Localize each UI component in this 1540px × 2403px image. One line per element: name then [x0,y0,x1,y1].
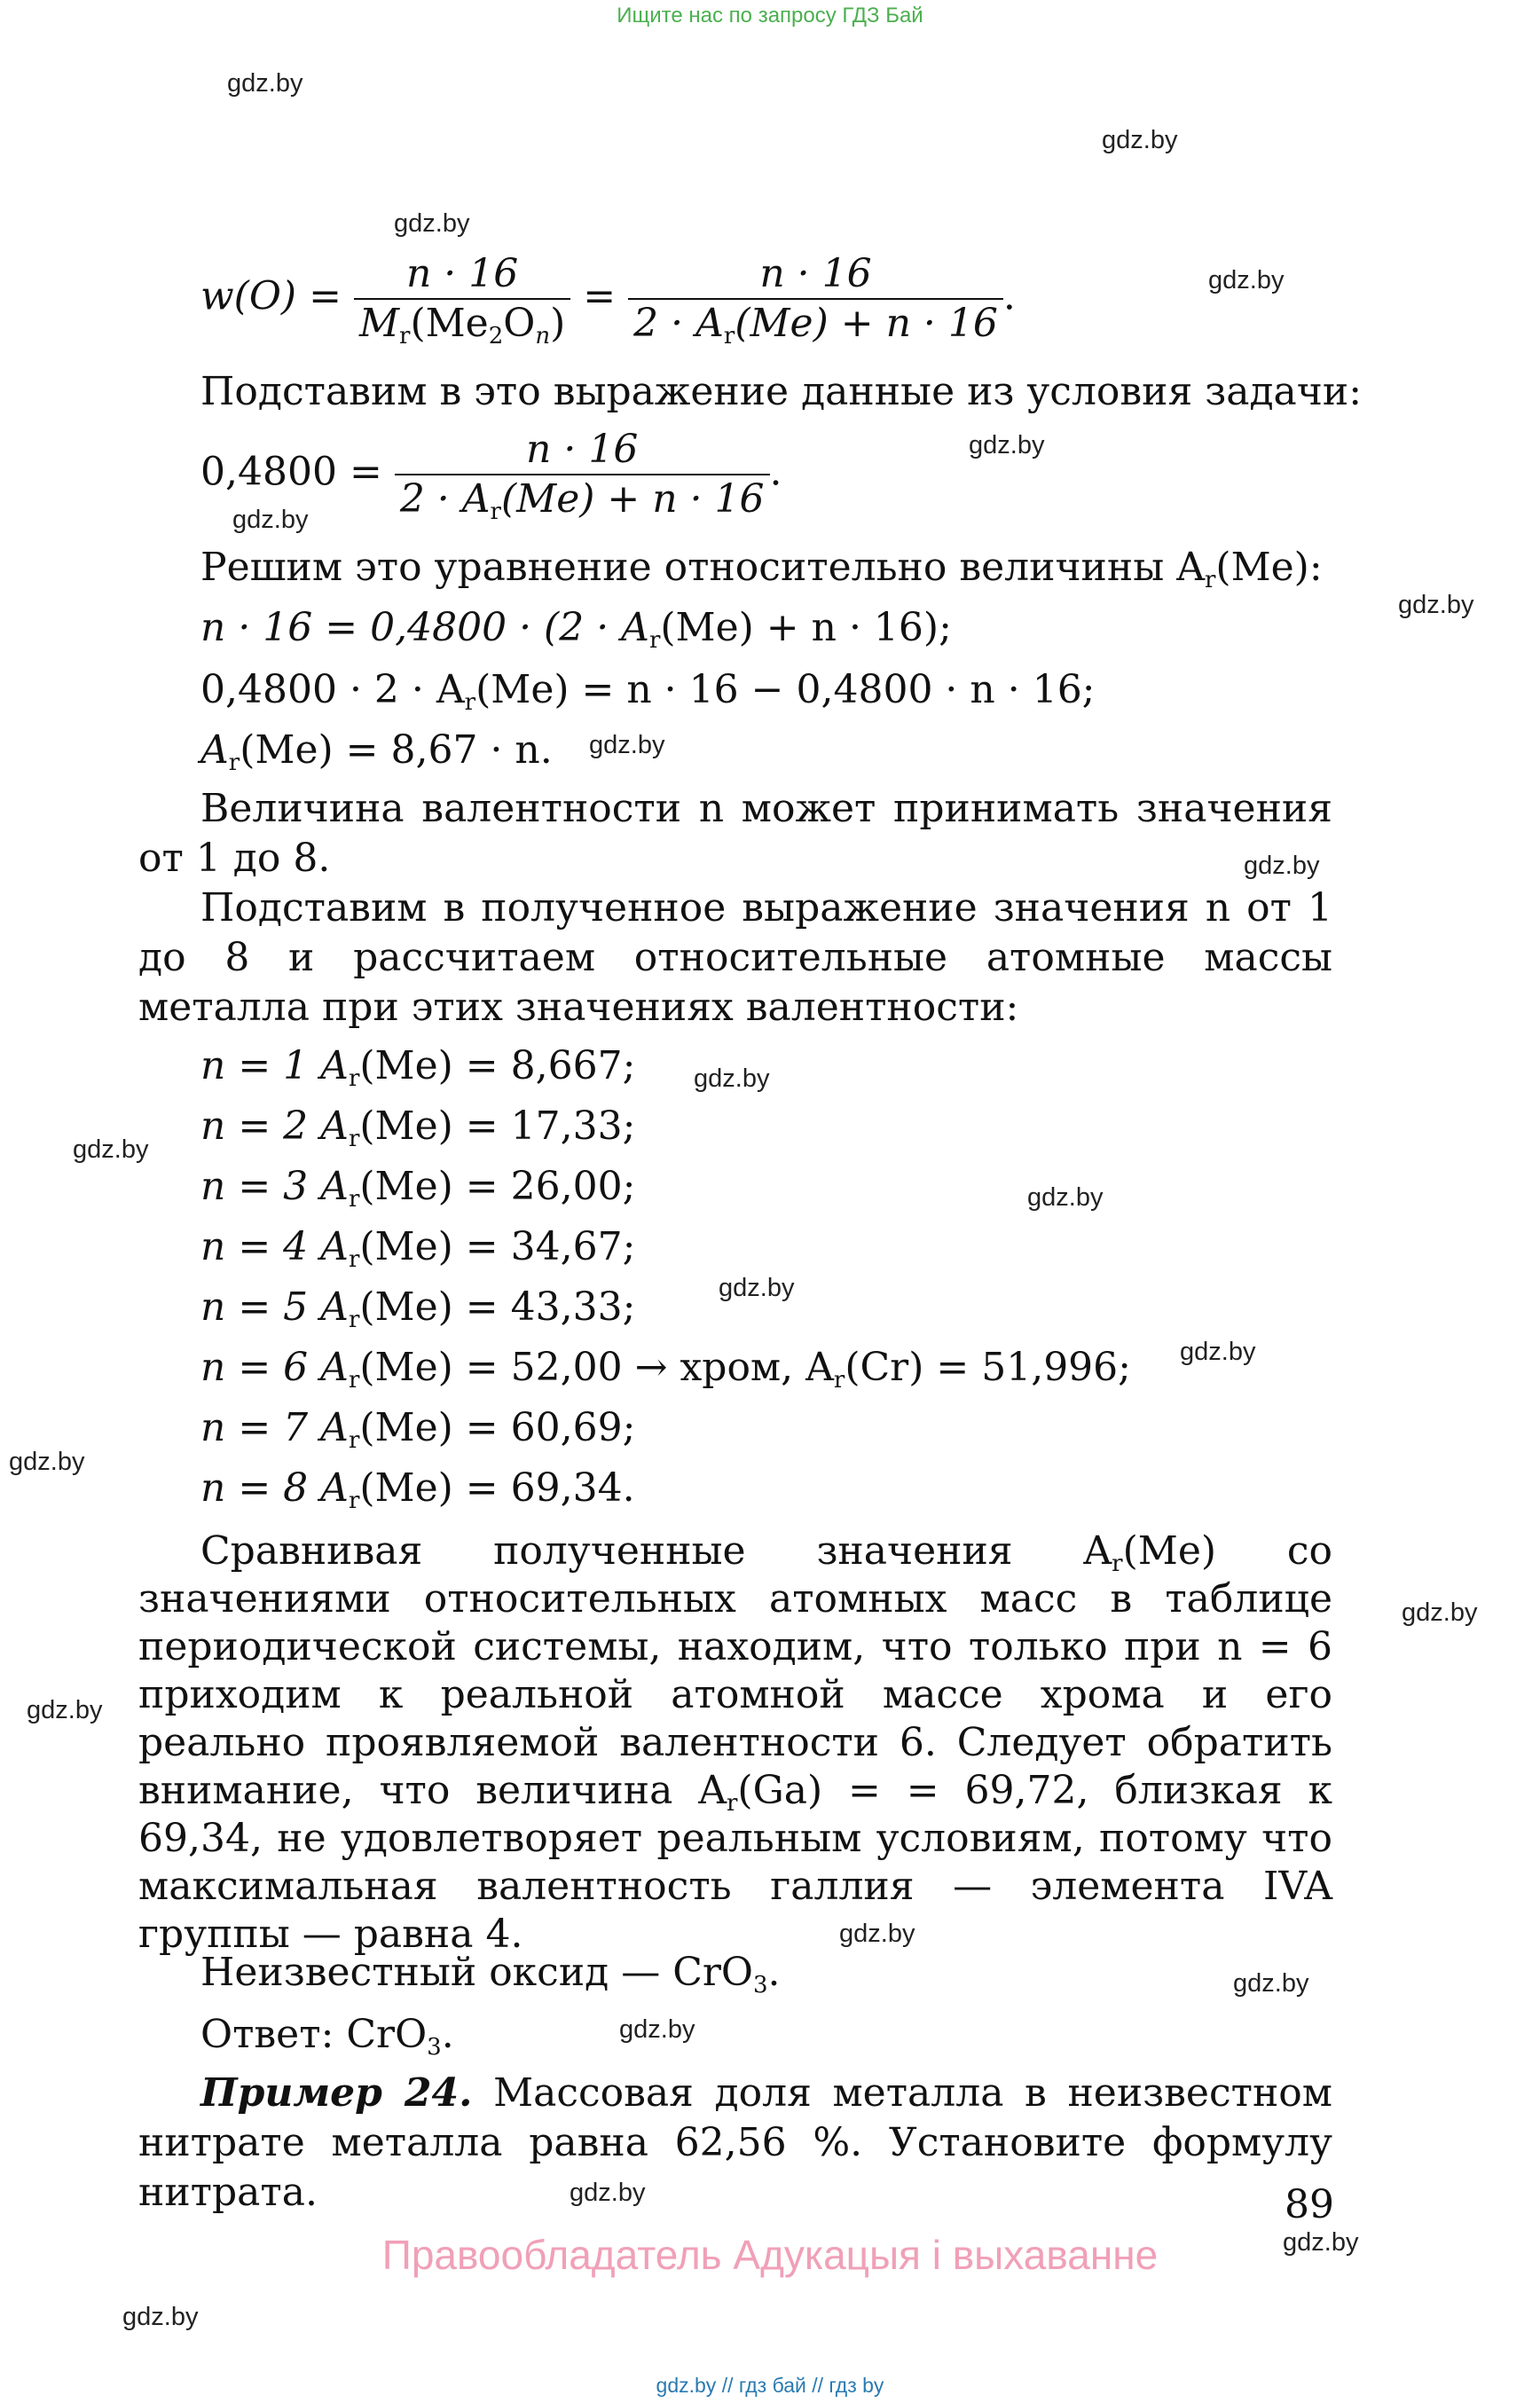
watermark: gdz.by [1102,126,1178,154]
watermark: gdz.by [394,209,470,238]
solve-line: Решим это уравнение относительно величины $A_r(Me)$: [200,545,1323,593]
valence-row: n = 1 $A_r(Me) = 8,667$; [200,1043,636,1092]
unknown-oxide: Неизвестный оксид — CrO$_3$. [200,1950,781,1999]
watermark: gdz.by [570,2179,646,2207]
substitute-line: Подставим в это выражение данные из условия задачи: [200,369,1363,414]
footer-links[interactable]: gdz.by // гдз бай // гдз by [656,2374,884,2397]
equation-2: $0,4800 \cdot 2 \cdot A_r(Me) = n \cdot 16 - 0,4800 \cdot n \cdot 16$; [200,667,1096,716]
watermark: gdz.by [969,431,1045,459]
watermark: gdz.by [1283,2228,1359,2257]
watermark: gdz.by [1233,1969,1309,1998]
watermark: gdz.by [227,69,303,98]
watermark: gdz.by [27,1696,103,1724]
fraction-1: $\frac{n \cdot 16}{M_r(Me_2O_n)}$ [354,250,570,348]
copyright-notice: Правообладатель Адукацыя і выхаванне [381,2232,1159,2278]
watermark: gdz.by [1244,852,1320,880]
fraction-2: $\frac{n \cdot 16}{2 \cdot A_r(Me) + n \cdot 16}$ [628,250,1003,348]
valence-paragraph: Величина валентности n может принимать значения от 1 до 8. [138,786,1332,881]
watermark: gdz.by [1180,1338,1256,1366]
valence-row: n = 5 $A_r(Me) = 43,33$; [200,1284,636,1333]
example-24: Пример 24. Массовая доля металла в неизвестном нитрате металла равна 62,56 %. Установите формулу нитрата. [138,2070,1332,2215]
watermark: gdz.by [619,2015,695,2044]
watermark: gdz.by [232,506,309,534]
valence-row: n = 7 $A_r(Me) = 60,69$; [200,1405,636,1454]
valence-row: n = 8 $A_r(Me) = 69,34$. [200,1465,635,1514]
page-number: 89 [1285,2182,1334,2227]
answer: Ответ: CrO$_3$. [200,2012,454,2061]
substitute-paragraph: Подставим в полученное выражение значения n от 1 до 8 и рассчитаем относительные атомные массы металла при этих значениях валентности: [138,885,1332,1030]
watermark: gdz.by [719,1274,795,1302]
formula-w-o: w(O) = $\frac{n \cdot 16}{M_r(Me_2O_n)}$ = $\frac{n \cdot 16}{2 \cdot A_r(Me) + n \cdot 16}$ . [200,251,1016,349]
watermark: gdz.by [1208,266,1285,294]
equation-3: $A_r(Me) = 8,67 \cdot n$. [200,727,553,776]
header-banner[interactable]: Ищите нас по запросу ГДЗ Бай [617,4,923,27]
watermark: gdz.by [1027,1183,1104,1212]
watermark: gdz.by [9,1448,85,1476]
watermark: gdz.by [73,1135,149,1164]
valence-row: n = 4 $A_r(Me) = 34,67$; [200,1224,636,1273]
equation-1: $n \cdot 16 = 0,4800 \cdot (2 \cdot A_r(Me) + n \cdot 16)$; [200,605,952,654]
watermark: gdz.by [694,1064,770,1093]
watermark: gdz.by [1402,1598,1478,1627]
watermark: gdz.by [839,1920,915,1948]
watermark: gdz.by [589,731,665,759]
valence-row: n = 2 $A_r(Me) = 17,33$; [200,1103,636,1152]
watermark: gdz.by [122,2303,199,2331]
compare-paragraph: Сравнивая полученные значения $A_r(Me)$ со значениями относительных атомных масс в таблице периодической системы, находим, что только при n = 6 приходим к реальной атомной массе хрома и его реально проявляемой валентности 6. Следует обратить внимание, что величина $A_r(Ga)$ = = 69,72, близкая к 69,34, не удовлетворяет реальным условиям, потому что максимальная валентность галлия — элемента IVA группы — равна 4. [138,1528,1332,1957]
valence-row-chromium: n = 6 $A_r(Me) = 52,00$ → хром, $A_r(Cr) = 51,996$; [200,1345,1131,1394]
watermark: gdz.by [1398,591,1474,619]
formula-0480: 0,4800 = $\frac{n \cdot 16}{2 \cdot A_r(Me) + n \cdot 16}$ . [200,427,782,525]
fraction-3: $\frac{n \cdot 16}{2 \cdot A_r(Me) + n \cdot 16}$ [395,426,770,523]
valence-row: n = 3 $A_r(Me) = 26,00$; [200,1164,636,1213]
